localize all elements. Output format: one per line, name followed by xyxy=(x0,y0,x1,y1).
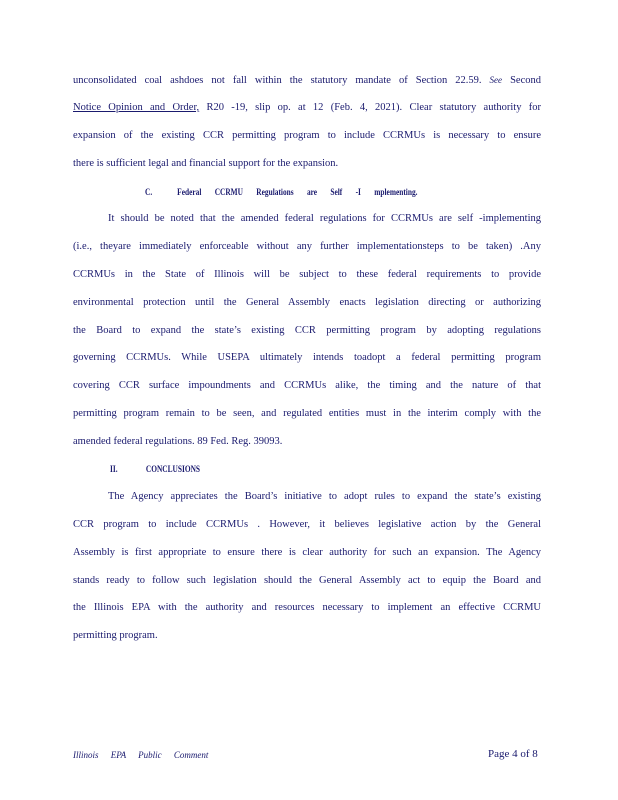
body-text: Second xyxy=(510,75,541,86)
body-line: permitting program remain to be seen, and regulated entities must in the interim comply with the xyxy=(73,408,541,419)
body-line: expansion of the existing CCR permitting program to include CCRMUs is necessary to ensure xyxy=(73,130,541,141)
section-title: Federal CCRMU Regulations are Self -I mplementing. xyxy=(177,187,418,197)
section-letter: C. xyxy=(145,187,153,197)
body-line: permitting program. xyxy=(73,630,158,641)
body-line: CCRMUs in the State of Illinois will be subject to these federal requirements to provide xyxy=(73,269,541,280)
footer-title: Illinois EPA Public Comment xyxy=(73,750,209,760)
body-line: the Illinois EPA with the authority and resources necessary to implement an effective CCRMU xyxy=(73,602,541,613)
body-line: (i.e., theyare immediately enforceable without any further implementationsteps to be taken) .Any xyxy=(73,241,541,252)
body-line: environmental protection until the General Assembly enacts legislation directing or authorizing xyxy=(73,297,541,308)
body-line: CCR program to include CCRMUs . However, it believes legislative action by the General xyxy=(73,519,541,530)
body-text: unconsolidated coal ashdoes not fall within the statutory mandate of Section 22.59. xyxy=(73,75,482,86)
body-text: R20 -19, slip op. at 12 (Feb. 4, 2021). Clear statutory authority for xyxy=(206,102,541,113)
section-title: CONCLUSIONS xyxy=(145,464,201,474)
citation-link[interactable]: Notice Opinion and Order, xyxy=(73,102,200,113)
body-line: The Agency appreciates the Board’s initiative to adopt rules to expand the state’s existing xyxy=(108,491,541,502)
body-line: amended federal regulations. 89 Fed. Reg. 39093. xyxy=(73,436,283,447)
body-line: the Board to expand the state’s existing CCR permitting program by adopting regulations xyxy=(73,325,541,336)
body-line: governing CCRMUs. While USEPA ultimately intends toadopt a federal permitting program xyxy=(73,352,541,363)
body-line xyxy=(73,102,541,114)
body-line: there is sufficient legal and financial support for the expansion. xyxy=(73,158,339,169)
body-line: Assembly is first appropriate to ensure there is clear authority for such an expansion. The Agency xyxy=(73,547,541,558)
body-line: It should be noted that the amended federal regulations for CCRMUs are self -implementing xyxy=(108,213,541,224)
body-line xyxy=(73,74,541,87)
section-heading-ii xyxy=(110,463,200,475)
page-number: Page 4 of 8 xyxy=(488,748,538,760)
section-numeral: II. xyxy=(110,464,118,474)
section-heading-c xyxy=(145,186,417,198)
body-line: covering CCR surface impoundments and CCRMUs alike, the timing and the nature of that xyxy=(73,380,541,391)
see-signal: See xyxy=(489,75,503,85)
body-line: stands ready to follow such legislation should the General Assembly act to equip the Board and xyxy=(73,575,541,586)
